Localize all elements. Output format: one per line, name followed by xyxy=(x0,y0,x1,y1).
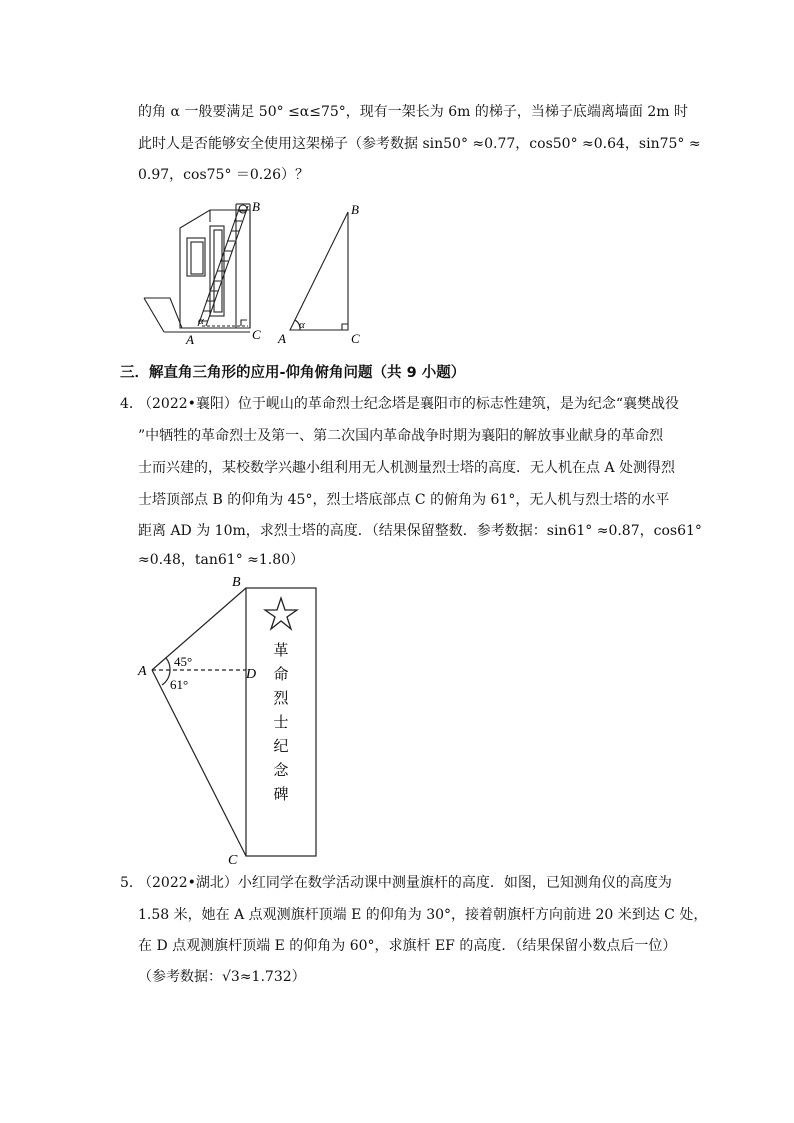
q4-text-line-3: 士而兴建的，某校数学兴趣小组利用无人机测量烈士塔的高度．无人机在点 A 处测得烈 xyxy=(138,460,676,476)
q4-number: 4． xyxy=(120,396,143,412)
q3-text-line-3: 0.97，cos75° ＝0.26）？ xyxy=(138,167,310,183)
tower-char-4: 士 xyxy=(273,715,289,731)
tower-label-a: A xyxy=(138,664,147,679)
label-alpha: α xyxy=(198,315,204,327)
tower-char-1: 革 xyxy=(273,643,289,659)
q3-text-line-2: 此时人是否能够安全使用这架梯子（参考数据 sin50° ≈0.77，cos50° ≈0.64，sin75° ≈ xyxy=(138,136,701,152)
q3-text-line-1: 的角 α 一般要满足 50° ≤α≤75°，现有一架长为 6m 的梯子，当梯子底端离墙面 2m 时 xyxy=(138,104,688,120)
tower-char-2: 命 xyxy=(273,667,289,683)
angle-61-label: 61° xyxy=(170,677,189,692)
tower-char-7: 碑 xyxy=(273,787,289,803)
q5-text-line-4: （参考数据：√3≈1.732） xyxy=(138,969,306,985)
angle-45-label: 45° xyxy=(174,654,193,669)
label-c: C xyxy=(252,327,261,342)
q4-text-line-5: 距离 AD 为 10m，求烈士塔的高度．（结果保留整数．参考数据：sin61° ≈0.87，cos61° xyxy=(138,523,702,539)
section-title: 三．解直角三角形的应用-仰角俯角问题（共 9 小题） xyxy=(120,365,466,381)
tri-label-c: C xyxy=(351,331,360,346)
tri-label-b: B xyxy=(351,202,359,217)
q5-text-line-1: （2022•湖北）小红同学在数学活动课中测量旗杆的高度．如图，已知测角仪的高度为 xyxy=(138,875,672,891)
right-triangle-figure xyxy=(276,198,366,348)
q4-text-line-6: ≈0.48，tan61° ≈1.80） xyxy=(138,552,305,568)
tower-char-3: 烈 xyxy=(273,691,289,707)
q5-number: 5． xyxy=(120,875,143,891)
ladder-scene-figure xyxy=(140,196,280,346)
q4-text-line-1: （2022•襄阳）位于岘山的革命烈士纪念塔是襄阳市的标志性建筑，是为纪念“襄樊战役 xyxy=(138,396,680,412)
tower-label-b: B xyxy=(232,575,241,590)
tower-char-6: 念 xyxy=(273,763,289,779)
q4-text-line-2: ”中牺牲的革命烈士及第一、第二次国内革命战争时期为襄阳的解放事业献身的革命烈 xyxy=(138,428,664,444)
tower-char-5: 纪 xyxy=(273,739,289,755)
tri-label-a: A xyxy=(278,331,286,346)
tower-label-d: D xyxy=(246,667,257,682)
label-b: B xyxy=(252,199,260,214)
tower-figure xyxy=(136,570,336,870)
q5-text-line-2: 1.58 米，她在 A 点观测旗杆顶端 E 的仰角为 30°，接着朝旗杆方向前进 20 米到达 C 处， xyxy=(138,907,708,923)
tri-label-alpha: α xyxy=(299,319,305,331)
tower-label-c: C xyxy=(228,853,238,868)
q4-text-line-4: 士塔顶部点 B 的仰角为 45°，烈士塔底部点 C 的俯角为 61°，无人机与烈士塔的水平 xyxy=(138,492,670,508)
q5-text-line-3: 在 D 点观测旗杆顶端 E 的仰角为 60°，求旗杆 EF 的高度．（结果保留小数点后一位） xyxy=(138,938,677,954)
label-a: A xyxy=(186,332,194,347)
